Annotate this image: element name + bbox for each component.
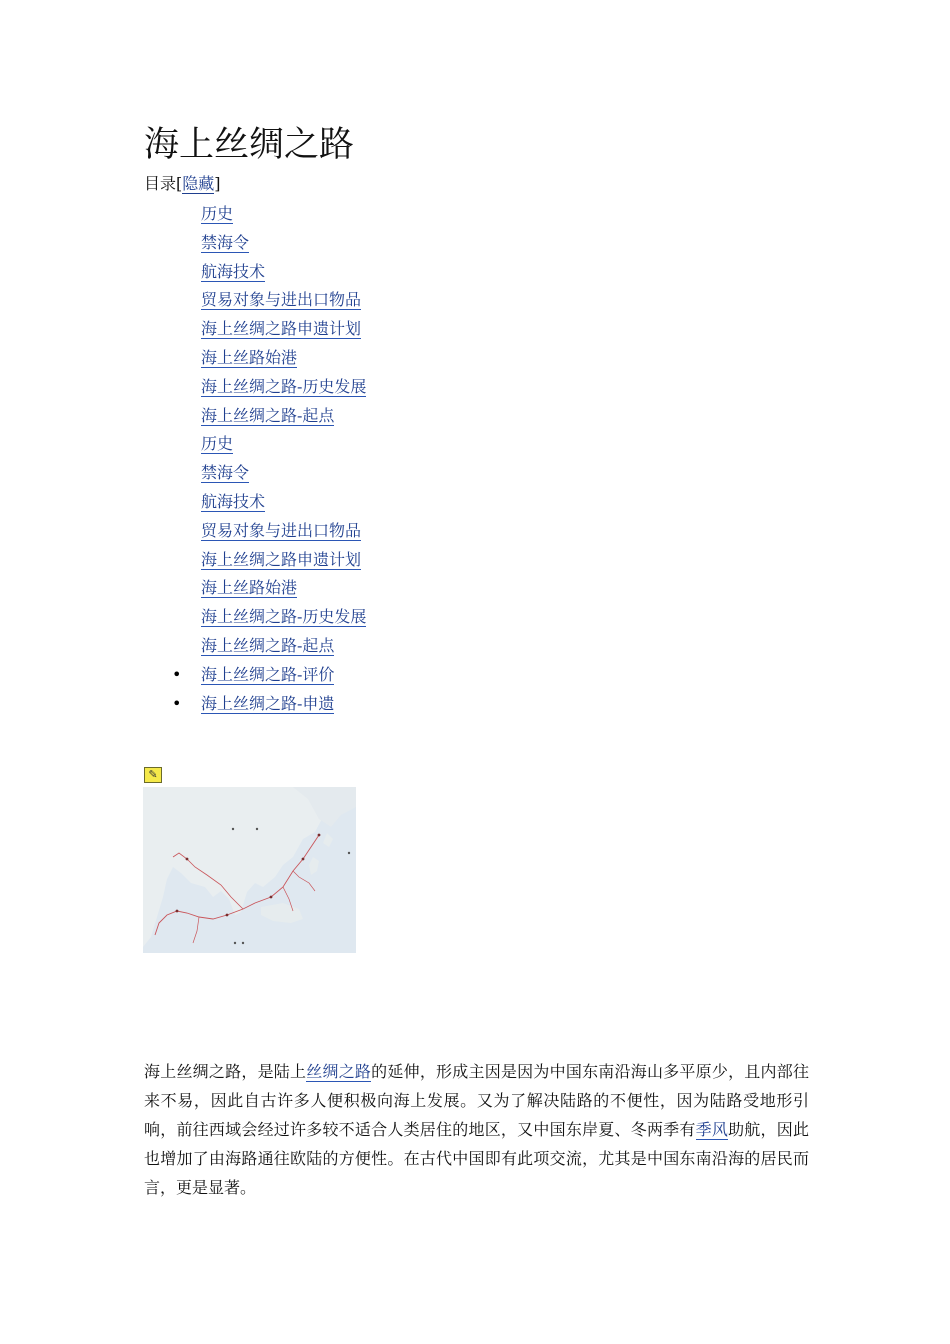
toc-link[interactable]: 海上丝绸之路-申遗 (201, 693, 335, 713)
toc-link[interactable]: 禁海令 (201, 463, 250, 483)
toc-link[interactable]: 海上丝路始港 (201, 347, 298, 367)
toc-item (201, 459, 366, 488)
para-text-1: 海上丝绸之路，是陆上 (144, 1062, 307, 1081)
toc-link[interactable]: 历史 (201, 434, 234, 454)
toc-link[interactable]: 海上丝绸之路-评价 (201, 664, 335, 684)
toc-hide-link[interactable]: 隐藏 (182, 174, 215, 193)
edit-image-icon[interactable]: ✎ (144, 767, 162, 783)
toc-item (201, 258, 366, 287)
silk-road-link[interactable]: 丝绸之路 (306, 1062, 372, 1081)
silk-road-map (143, 787, 356, 953)
toc-item (201, 574, 366, 603)
toc-item (201, 430, 366, 459)
toc-item (201, 373, 366, 402)
toc-item (201, 344, 366, 373)
toc-link[interactable]: 航海技术 (201, 261, 266, 281)
toc-item (201, 546, 366, 575)
toc-link[interactable]: 航海技术 (201, 491, 266, 511)
toc-item (201, 661, 366, 690)
toc-item (201, 200, 366, 229)
toc-link[interactable]: 海上丝绸之路申遗计划 (201, 319, 362, 339)
toc-item (201, 402, 366, 431)
toc-item (201, 286, 366, 315)
toc-item (201, 690, 366, 719)
toc-link[interactable]: 海上丝绸之路申遗计划 (201, 549, 362, 569)
toc-item (201, 517, 366, 546)
para-text-3: 助航，因此也增加了由海路通往欧陆的方便性。在古代中国即有此项交流，尤其是中国东南沿海的居民而言，更是显著。 (144, 1120, 809, 1197)
toc-bracket: ] (214, 174, 221, 193)
toc-link[interactable]: 海上丝绸之路-起点 (201, 635, 335, 655)
toc-link[interactable]: 历史 (201, 204, 234, 223)
page-title: 海上丝绸之路 (144, 125, 355, 166)
toc-label: 目录[ (144, 174, 183, 193)
toc-item (201, 603, 366, 632)
toc-link[interactable]: 禁海令 (201, 232, 250, 252)
toc-item (201, 229, 366, 258)
toc-list (201, 200, 366, 718)
toc-link[interactable]: 海上丝绸之路-历史发展 (201, 607, 367, 627)
toc-link[interactable]: 海上丝绸之路-历史发展 (201, 376, 367, 396)
toc-link[interactable]: 贸易对象与进出口物品 (201, 520, 362, 540)
para-text-2: 的延伸，形成主因是因为中国东南沿海山多平原少，且内部往来不易，因此自古许多人便积极向海上发展。又为了解决陆路的不便性，因为陆路受地形引响，前往西域会经过许多较不适合人类居住的地区，又中国东岸夏、冬两季有 (144, 1062, 809, 1139)
toc-link[interactable]: 海上丝路始港 (201, 578, 298, 598)
toc-header (144, 172, 221, 196)
toc-link[interactable]: 贸易对象与进出口物品 (201, 290, 362, 310)
toc-item (201, 488, 366, 517)
toc-item (201, 632, 366, 661)
intro-paragraph (144, 1057, 809, 1202)
monsoon-link[interactable]: 季风 (695, 1120, 729, 1139)
toc-link[interactable]: 海上丝绸之路-起点 (201, 405, 335, 425)
toc-item (201, 315, 366, 344)
